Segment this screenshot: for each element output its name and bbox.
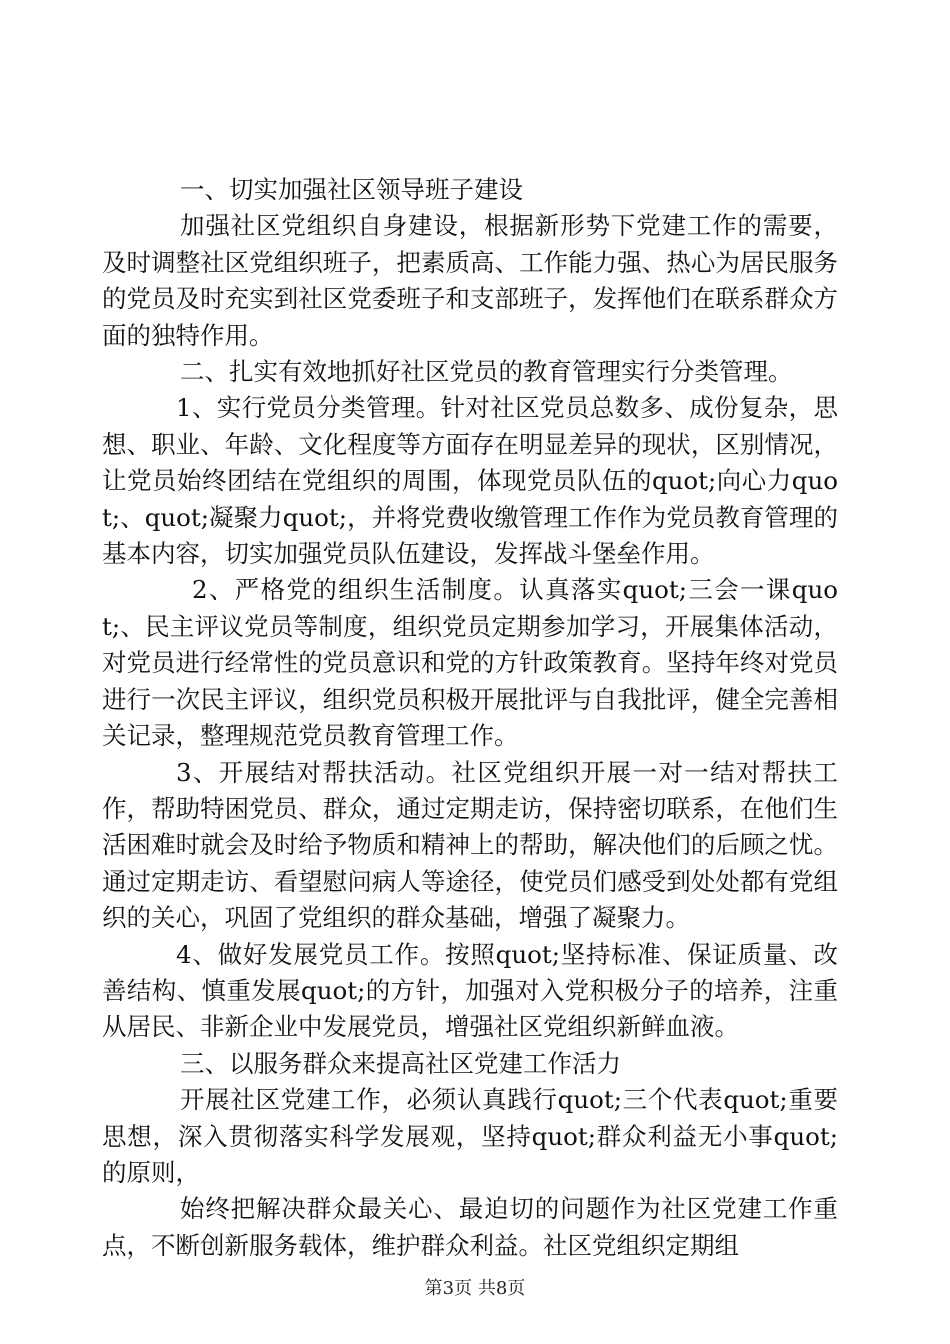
body-paragraph: 4、做好发展党员工作。按照quot;坚持标准、保证质量、改善结构、慎重发展quot;的方针，加强对入党积极分子的培养，注重从居民、非新企业中发展党员，增强社区党组织新鲜血液。 [102, 939, 838, 1042]
document-body [102, 172, 838, 1264]
body-paragraph: 开展社区党建工作，必须认真践行quot;三个代表quot;重要思想，深入贯彻落实科学发展观，坚持quot;群众利益无小事quot;的原则， [102, 1085, 838, 1187]
body-paragraph: 3、开展结对帮扶活动。社区党组织开展一对一结对帮扶工作，帮助特困党员、群众，通过定期走访，保持密切联系，在他们生活困难时就会及时给予物质和精神上的帮助，解决他们的后顾之忧。通过定期走访、看望慰问病人等途径，使党员们感受到处处都有党组织的关心，巩固了党组织的群众基础，增强了凝聚力。 [102, 757, 838, 933]
section-heading-2: 二、扎实有效地抓好社区党员的教育管理实行分类管理。 [180, 357, 793, 387]
section-heading-1: 一、切实加强社区领导班子建设 [180, 175, 523, 204]
body-paragraph: 加强社区党组织自身建设，根据新形势下党建工作的需要，及时调整社区党组织班子，把素质高、工作能力强、热心为居民服务的党员及时充实到社区党委班子和支部班子，发挥他们在联系群众方面的独特作用。 [102, 211, 838, 350]
body-paragraph: 2、严格党的组织生活制度。认真落实quot;三会一课quot;、民主评议党员等制度，组织党员定期参加学习，开展集体活动，对党员进行经常性的党员意识和党的方针政策教育。坚持年终对党员进行一次民主评议，组织党员积极开展批评与自我批评，健全完善相关记录，整理规范党员教育管理工作。 [102, 575, 838, 751]
body-paragraph: 始终把解决群众最关心、最迫切的问题作为社区党建工作重点，不断创新服务载体，维护群众利益。社区党组织定期组 [102, 1194, 838, 1260]
section-heading-3: 三、以服务群众来提高社区党建工作活力 [180, 1048, 621, 1078]
body-paragraph: 1、实行党员分类管理。针对社区党员总数多、成份复杂，思想、职业、年龄、文化程度等方面存在明显差异的现状，区别情况，让党员始终团结在党组织的周围，体现党员队伍的quot;向心力quot;、quot;凝聚力quot;，并将党费收缴管理工作作为党员教育管理的基本内容，切实加强党员队伍建设，发挥战斗堡垒作用。 [102, 393, 838, 569]
page-number-footer: 第3页 共8页 [424, 1278, 526, 1299]
